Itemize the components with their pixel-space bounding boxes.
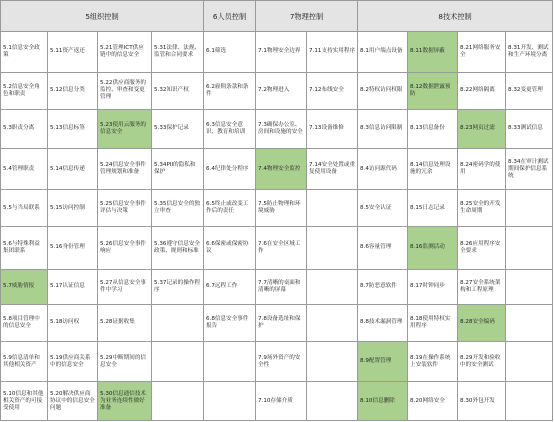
control-cell: 5.11资产返还 — [48, 32, 98, 73]
control-cell: 5.14信息传递 — [48, 148, 98, 190]
control-cell: 5.32知识产权 — [152, 72, 204, 110]
control-cell: 6.8信息安全事件报告 — [204, 305, 256, 342]
control-cell: 8.19在操作系统上安装软件 — [408, 341, 458, 382]
control-cell: 7.2物理进入 — [256, 72, 307, 110]
control-cell — [152, 305, 204, 342]
control-cell: 5.1信息安全政策 — [1, 32, 48, 73]
control-cell: 8.26应用程序安全要求 — [458, 226, 506, 269]
control-cell: 8.32变更管理 — [506, 72, 553, 110]
control-cell: 7.8设备选址和保护 — [256, 305, 307, 342]
control-cell: 5.2信息安全角色和职责 — [1, 72, 48, 110]
control-cell: 8.5安全认证 — [358, 190, 408, 227]
control-cell: 8.33测试信息 — [506, 110, 553, 149]
control-cell: 5.35信息安全的独立审查 — [152, 190, 204, 227]
control-cell: 5.25信息安全事件评估与决策 — [98, 190, 152, 227]
control-cell: 5.22供应商服务的监控、审查和变更管理 — [98, 72, 152, 110]
control-cell-highlighted: 8.9配置管理 — [358, 341, 408, 382]
control-cell: 5.37记录的操作程序 — [152, 269, 204, 304]
control-cell: 5.33保护记录 — [152, 110, 204, 149]
control-cell-highlighted: 8.28安全编码 — [458, 305, 506, 342]
control-cell: 6.2雇佣条款和条件 — [204, 72, 256, 110]
control-cell — [204, 382, 256, 421]
control-cell: 5.19供应商关系中的信息安全 — [48, 341, 98, 382]
control-cell — [506, 382, 553, 421]
control-cell: 5.27从信息安全事件中学习 — [98, 269, 152, 304]
control-cell: 5.4管理职责 — [1, 148, 48, 190]
control-cell — [506, 341, 553, 382]
control-cell — [307, 190, 358, 227]
control-cell: 5.3职责分离 — [1, 110, 48, 149]
control-cell: 8.20网络安全 — [408, 382, 458, 421]
control-cell: 8.15日志记录 — [408, 190, 458, 227]
control-cell-highlighted: 8.12数据泄露预防 — [408, 72, 458, 110]
control-cell: 5.16身份管理 — [48, 226, 98, 269]
control-cell: 8.27安全系统架构和工程原理 — [458, 269, 506, 304]
control-cell: 5.12信息分类 — [48, 72, 98, 110]
control-cell: 8.24密码学的使用 — [458, 148, 506, 190]
control-cell: 5.20解决供应商协议中的信息安全问题 — [48, 382, 98, 421]
control-cell: 7.5防止物理和环境威胁 — [256, 190, 307, 227]
control-cell: 7.10存储介质 — [256, 382, 307, 421]
header-organizational-controls: 5组织控制 — [1, 1, 204, 32]
control-cell: 7.14安全处置或重复使用设备 — [307, 148, 358, 190]
control-cell: 5.24信息安全事件管理规划和准备 — [98, 148, 152, 190]
control-cell: 5.10信息和其他相关资产的可接受使用 — [1, 382, 48, 421]
control-cell: 8.29开发和验收中的安全测试 — [458, 341, 506, 382]
control-cell: 8.7防恶意软件 — [358, 269, 408, 304]
header-people-controls: 6人员控制 — [204, 1, 256, 32]
table-row — [1, 226, 553, 269]
control-cell: 7.7清晰的桌面和清晰的屏幕 — [256, 269, 307, 304]
table-row — [1, 269, 553, 304]
control-cell: 7.9场外资产的安全性 — [256, 341, 307, 382]
control-cell-highlighted: 5.30信息通信技术为业务连续性做好准备 — [98, 382, 152, 421]
control-cell: 6.4纪律处分程序 — [204, 148, 256, 190]
control-cell: 7.1物理安全边界 — [256, 32, 307, 73]
control-cell — [307, 226, 358, 269]
control-cell: 6.6保密或保密协议 — [204, 226, 256, 269]
control-cell — [152, 341, 204, 382]
table-row — [1, 305, 553, 342]
control-cell: 8.18使用特权实用程序 — [408, 305, 458, 342]
control-cell-highlighted: 8.10信息删除 — [358, 382, 408, 421]
control-cell: 5.31法律、法规、监管和合同要求 — [152, 32, 204, 73]
control-cell: 5.6与特殊利益集团联系 — [1, 226, 48, 269]
control-cell: 6.5终止或改变工作后的责任 — [204, 190, 256, 227]
control-cell: 5.28证据收集 — [98, 305, 152, 342]
control-cell: 8.4访问源代码 — [358, 148, 408, 190]
control-cell: 5.15访问控制 — [48, 190, 98, 227]
control-cell — [506, 190, 553, 227]
control-cell: 8.6容量管理 — [358, 226, 408, 269]
control-cell: 7.3确保办公室、房间和设施的安全 — [256, 110, 307, 149]
control-cell: 6.7远程工作 — [204, 269, 256, 304]
control-cell: 7.12布线安全 — [307, 72, 358, 110]
control-cell-highlighted: 8.23网页过滤 — [458, 110, 506, 149]
control-cell: 5.13信息标签 — [48, 110, 98, 149]
control-cell: 7.6在安全区域工作 — [256, 226, 307, 269]
control-cell — [204, 341, 256, 382]
control-cell: 8.13信息备份 — [408, 110, 458, 149]
control-cell: 8.22网络隔离 — [458, 72, 506, 110]
control-cell: 8.2特权访问权限 — [358, 72, 408, 110]
table-row — [1, 72, 553, 110]
table-row — [1, 110, 553, 149]
control-cell: 7.13设备维修 — [307, 110, 358, 149]
control-cell: 8.8技术漏洞管理 — [358, 305, 408, 342]
control-cell: 5.36遵守信息安全政策、规则和标准 — [152, 226, 204, 269]
control-cell-highlighted: 7.4物理安全监控 — [256, 148, 307, 190]
control-cell: 5.9信息清单和其他相关资产 — [1, 341, 48, 382]
table-body — [1, 32, 553, 421]
header-technological-controls: 8技术控制 — [358, 1, 553, 32]
control-cell: 7.11支持实用程序 — [307, 32, 358, 73]
control-cell: 8.3信息访问限制 — [358, 110, 408, 149]
control-cell: 6.1筛选 — [204, 32, 256, 73]
control-cell-highlighted: 5.23使用云服务的信息安全 — [98, 110, 152, 149]
control-cell: 6.3信息安全意识、教育和培训 — [204, 110, 256, 149]
control-cell — [506, 226, 553, 269]
control-cell: 5.21管理ICT供应链中的信息安全 — [98, 32, 152, 73]
control-cell — [307, 341, 358, 382]
control-cell — [307, 269, 358, 304]
control-cell — [307, 305, 358, 342]
control-cell: 8.30外包开发 — [458, 382, 506, 421]
table-row — [1, 148, 553, 190]
control-cell — [506, 269, 553, 304]
control-cell: 5.34PII的隐私和保护 — [152, 148, 204, 190]
control-cell-highlighted: 8.11数据屏蔽 — [408, 32, 458, 73]
control-cell: 8.1用户端点设备 — [358, 32, 408, 73]
control-cell: 8.25安全的开发生命周期 — [458, 190, 506, 227]
control-cell: 8.14信息处理设施的冗余 — [408, 148, 458, 190]
control-cell — [152, 382, 204, 421]
control-cell: 8.31开发、测试和生产环境分离 — [506, 32, 553, 73]
control-cell — [307, 382, 358, 421]
control-cell: 5.17认证信息 — [48, 269, 98, 304]
control-cell-highlighted: 8.16监测活动 — [408, 226, 458, 269]
control-cell — [506, 305, 553, 342]
control-cell: 5.18访问权 — [48, 305, 98, 342]
table-row — [1, 32, 553, 73]
control-cell: 8.17时钟同步 — [408, 269, 458, 304]
control-cell-highlighted: 5.7威胁情报 — [1, 269, 48, 304]
control-cell: 8.21网络服务安全 — [458, 32, 506, 73]
header-row — [1, 1, 553, 32]
control-cell: 5.5与当局联系 — [1, 190, 48, 227]
table-row — [1, 382, 553, 421]
header-physical-controls: 7物理控制 — [256, 1, 358, 32]
control-cell: 8.34在审计测试期间保护信息系统 — [506, 148, 553, 190]
control-cell: 5.8项目管理中的信息安全 — [1, 305, 48, 342]
control-cell: 5.29中断期间的信息安全 — [98, 341, 152, 382]
control-cell: 5.26信息安全事件响应 — [98, 226, 152, 269]
table-row — [1, 190, 553, 227]
table-row — [1, 341, 553, 382]
